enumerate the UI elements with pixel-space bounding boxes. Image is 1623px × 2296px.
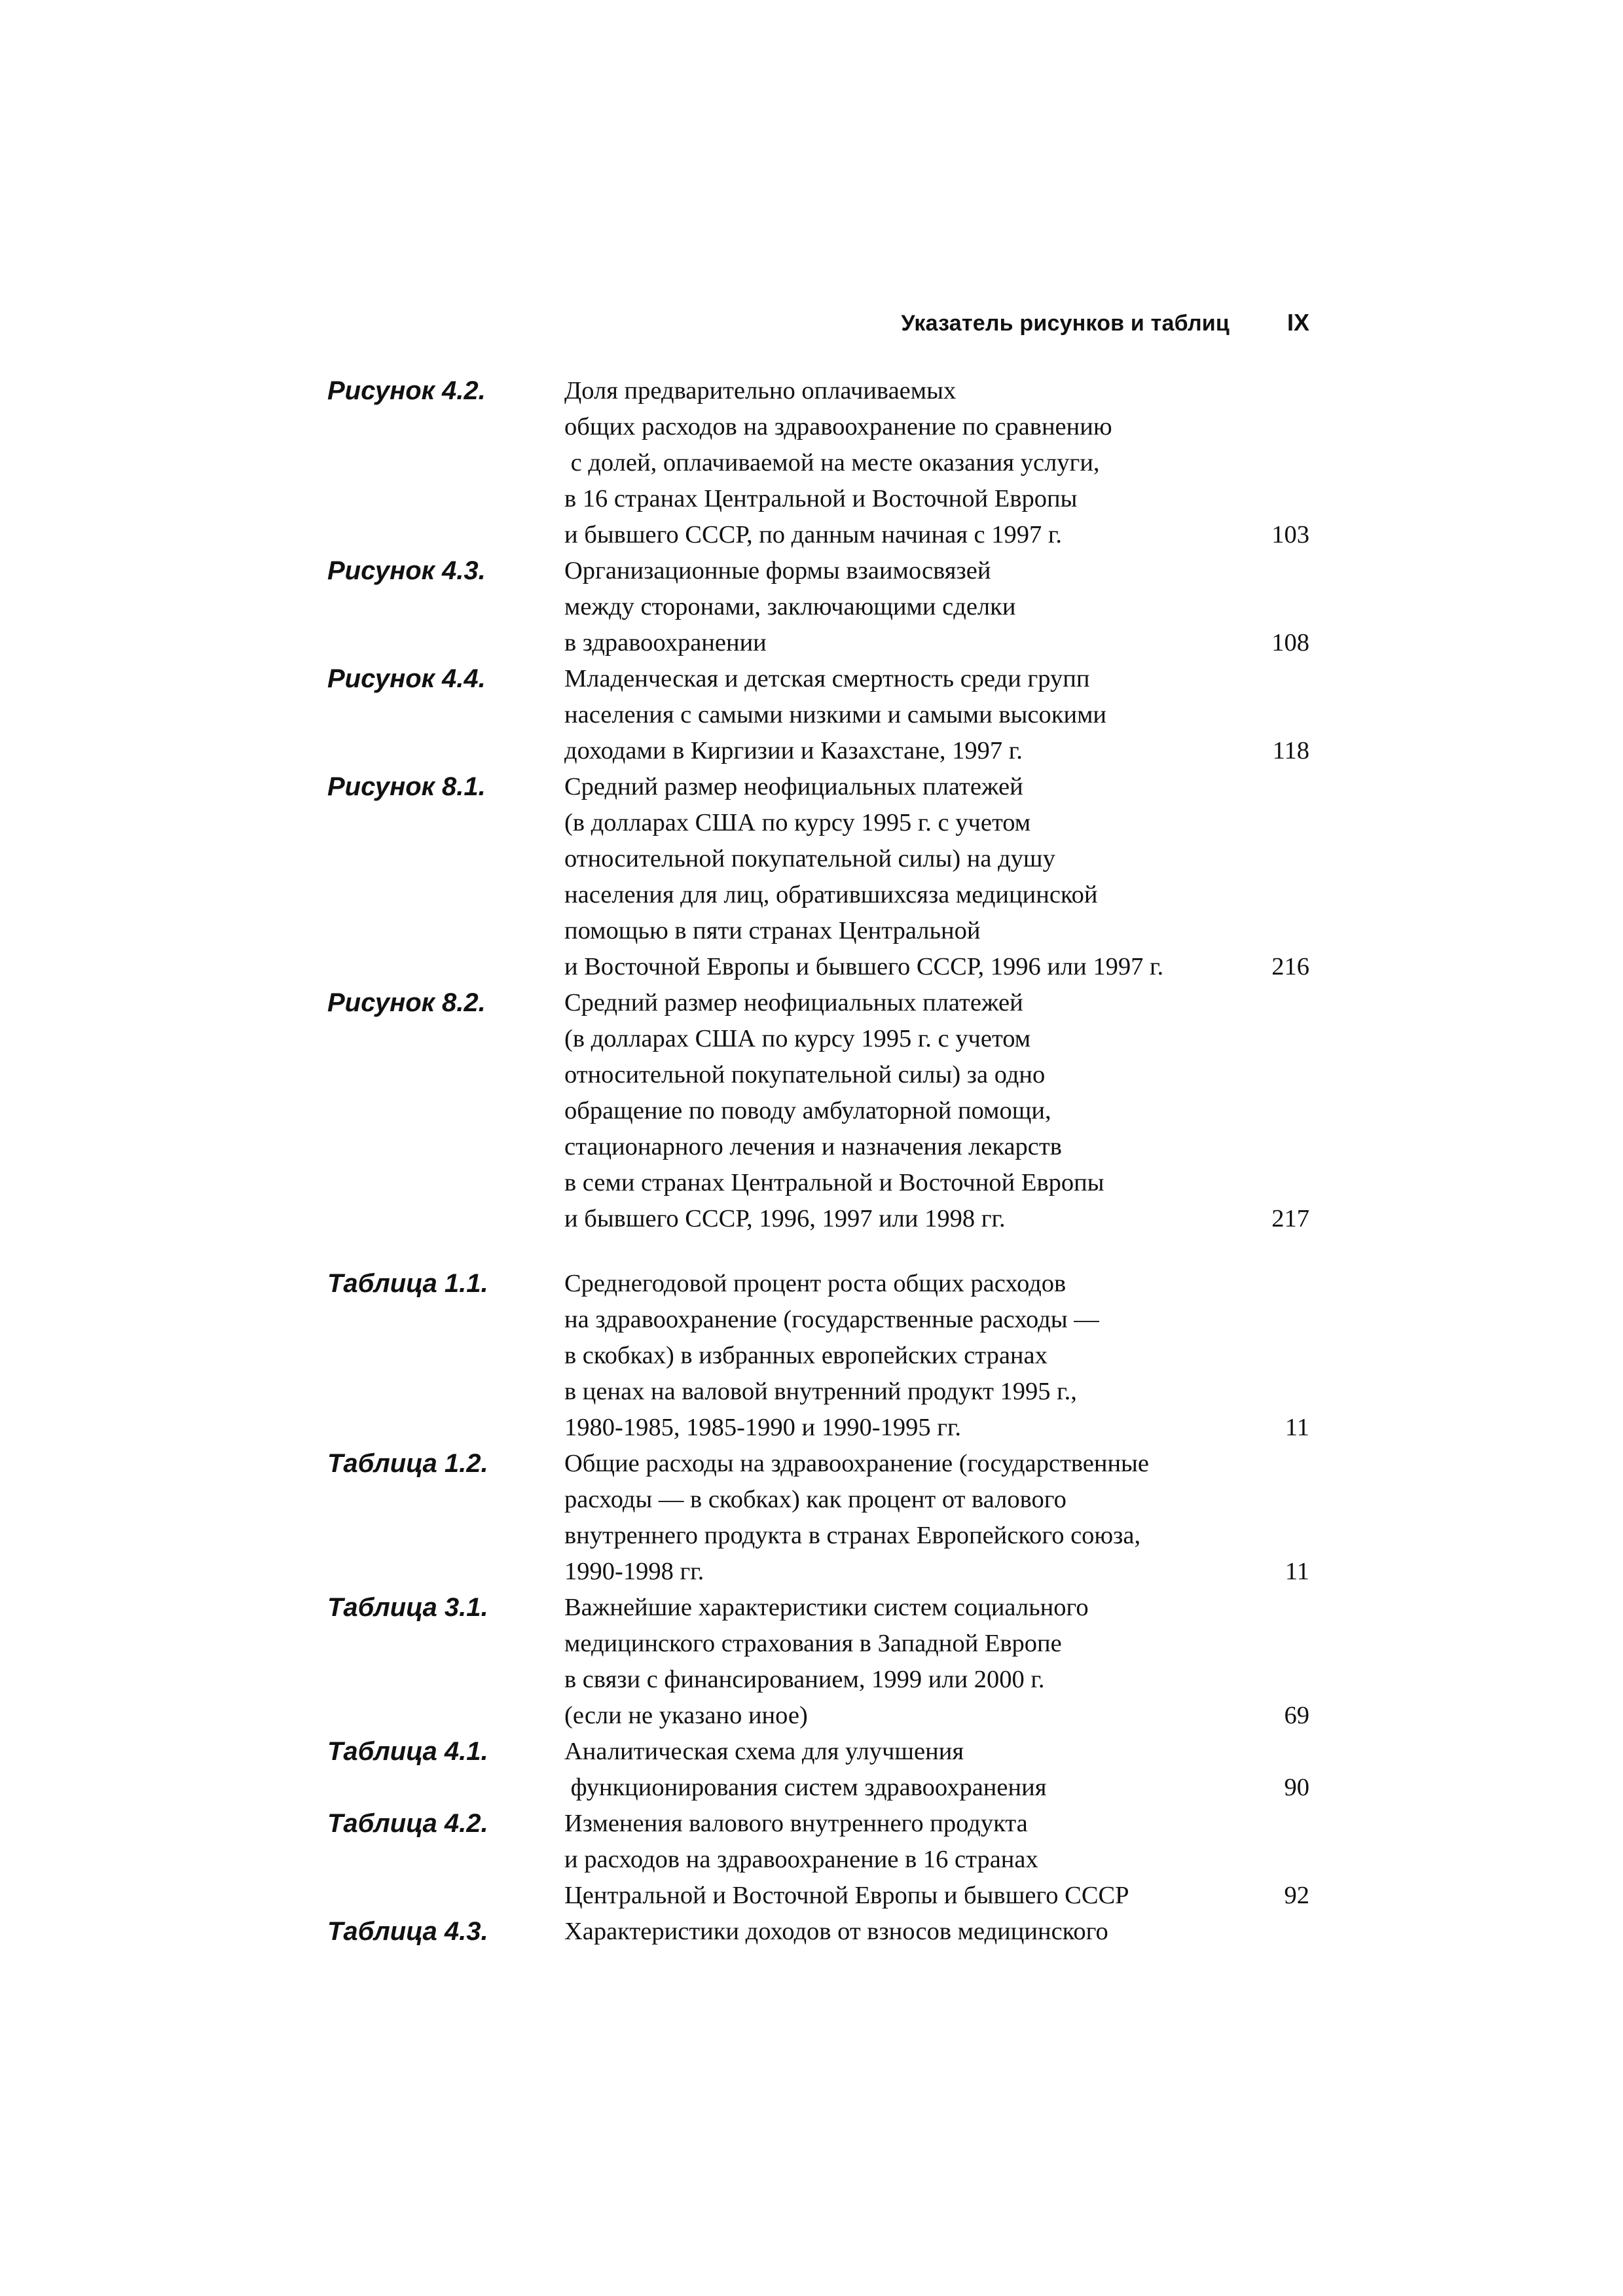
caption-text: помощью в пяти странах Центральной — [564, 917, 981, 944]
caption-text: Среднегодовой процент роста общих расходов — [564, 1270, 1067, 1297]
caption-text: между сторонами, заключающими сделки — [564, 593, 1016, 620]
running-title: Указатель рисунков и таблиц — [901, 311, 1230, 336]
entry-label: Таблица 3.1. — [327, 1593, 488, 1622]
index-entry — [327, 985, 1309, 1237]
caption-line — [564, 877, 1309, 913]
caption-text: Организационные формы взаимосвязей — [564, 557, 991, 584]
caption-text: и расходов на здравоохранение в 16 странах — [564, 1846, 1038, 1873]
caption-text: (в долларах США по курсу 1995 г. с учетом — [564, 1025, 1031, 1052]
entry-label: Рисунок 4.2. — [327, 376, 486, 405]
caption-text: 1990-1998 гг. — [564, 1558, 704, 1585]
entry-caption — [564, 1590, 1309, 1734]
index-entry — [327, 373, 1309, 553]
caption-text: доходами в Киргизии и Казахстане, 1997 г. — [564, 737, 1023, 764]
caption-text: (в долларах США по курсу 1995 г. с учетом — [564, 809, 1031, 836]
entry-page-number: 90 — [1284, 1774, 1309, 1801]
index-entry — [327, 769, 1309, 985]
entry-label: Таблица 1.2. — [327, 1449, 488, 1478]
caption-line — [564, 1129, 1309, 1165]
caption-text: Общие расходы на здравоохранение (государственные — [564, 1450, 1150, 1477]
caption-text: Доля предварительно оплачиваемых — [564, 377, 957, 404]
caption-line — [564, 1734, 1309, 1770]
entry-label: Таблица 4.3. — [327, 1917, 488, 1946]
entry-caption — [564, 1914, 1309, 1950]
caption-text: Аналитическая схема для улучшения — [564, 1738, 964, 1765]
entry-page-number: 118 — [1272, 737, 1309, 764]
list-of-figures-and-tables — [327, 373, 1309, 1950]
caption-text: Младенческая и детская смертность среди групп — [564, 665, 1090, 692]
caption-text: в семи странах Центральной и Восточной Европы — [564, 1169, 1104, 1196]
caption-text: и Восточной Европы и бывшего СССР, 1996 или 1997 г. — [564, 953, 1164, 980]
caption-text: в связи с финансированием, 1999 или 2000 г. — [564, 1666, 1045, 1693]
entry-label: Таблица 1.1. — [327, 1269, 488, 1298]
caption-line — [564, 1021, 1309, 1057]
index-entry — [327, 1590, 1309, 1734]
caption-text: населения с самыми низкими и самыми высокими — [564, 701, 1107, 728]
caption-line — [564, 589, 1309, 625]
entry-page-number: 92 — [1284, 1882, 1309, 1909]
entry-caption — [564, 373, 1309, 553]
caption-line — [564, 1518, 1309, 1554]
caption-text: в здравоохранении — [564, 629, 767, 656]
entry-caption — [564, 985, 1309, 1237]
page-number: IX — [1286, 309, 1309, 336]
caption-line — [564, 1662, 1309, 1698]
caption-line — [564, 517, 1309, 553]
index-entry — [327, 661, 1309, 769]
caption-line — [564, 445, 1309, 481]
caption-text: с долей, оплачиваемой на месте оказания услуги, — [564, 449, 1100, 476]
caption-text: в скобках) в избранных европейских странах — [564, 1342, 1048, 1369]
caption-line — [564, 481, 1309, 517]
caption-text: функционирования систем здравоохранения — [564, 1774, 1047, 1801]
entry-caption — [564, 553, 1309, 661]
entry-page-number: 11 — [1285, 1558, 1309, 1585]
running-header — [851, 309, 1309, 336]
caption-line — [564, 1842, 1309, 1878]
caption-text: расходы — в скобках) как процент от валового — [564, 1486, 1067, 1513]
caption-text: обращение по поводу амбулаторной помощи, — [564, 1097, 1051, 1124]
index-entry — [327, 1446, 1309, 1590]
index-entry — [327, 553, 1309, 661]
caption-text: Характеристики доходов от взносов медицинского — [564, 1918, 1108, 1945]
caption-text: относительной покупательной силы) за одно — [564, 1061, 1046, 1088]
entry-label: Рисунок 4.4. — [327, 664, 486, 693]
entry-page-number: 217 — [1271, 1205, 1309, 1232]
entry-caption — [564, 1734, 1309, 1806]
caption-text: 1980-1985, 1985-1990 и 1990-1995 гг. — [564, 1414, 962, 1441]
entry-label: Таблица 4.2. — [327, 1809, 488, 1838]
entry-caption — [564, 1446, 1309, 1590]
index-entry — [327, 1734, 1309, 1806]
caption-line — [564, 1201, 1309, 1237]
caption-text: на здравоохранение (государственные расходы — — [564, 1306, 1099, 1333]
caption-line — [564, 949, 1309, 985]
caption-line — [564, 409, 1309, 445]
section-gap — [327, 1237, 1309, 1266]
caption-text: общих расходов на здравоохранение по сравнению — [564, 413, 1112, 440]
entry-caption — [564, 1806, 1309, 1914]
entry-page-number: 216 — [1271, 953, 1309, 980]
caption-text: в 16 странах Центральной и Восточной Европы — [564, 485, 1078, 512]
caption-line — [564, 1806, 1309, 1842]
caption-line — [564, 1590, 1309, 1626]
caption-line — [564, 553, 1309, 589]
entry-page-number: 103 — [1271, 521, 1309, 548]
caption-text: относительной покупательной силы) на душу — [564, 845, 1055, 872]
caption-line — [564, 1057, 1309, 1093]
caption-line — [564, 661, 1309, 697]
caption-text: в ценах на валовой внутренний продукт 1995 г., — [564, 1378, 1077, 1405]
entry-caption — [564, 661, 1309, 769]
caption-line — [564, 1338, 1309, 1374]
entry-page-number: 11 — [1285, 1414, 1309, 1441]
caption-line — [564, 1770, 1309, 1806]
caption-line — [564, 1266, 1309, 1302]
caption-line — [564, 1626, 1309, 1662]
entry-label: Рисунок 8.2. — [327, 988, 486, 1017]
caption-line — [564, 733, 1309, 769]
caption-line — [564, 985, 1309, 1021]
caption-line — [564, 1554, 1309, 1590]
caption-line — [564, 1698, 1309, 1734]
caption-line — [564, 1302, 1309, 1338]
caption-text: Центральной и Восточной Европы и бывшего СССР — [564, 1882, 1129, 1909]
caption-line — [564, 1878, 1309, 1914]
caption-line — [564, 697, 1309, 733]
caption-text: медицинского страхования в Западной Европе — [564, 1630, 1062, 1657]
caption-line — [564, 913, 1309, 949]
entry-page-number: 69 — [1284, 1702, 1309, 1729]
caption-line — [564, 1410, 1309, 1446]
caption-text: стационарного лечения и назначения лекарств — [564, 1133, 1062, 1160]
caption-text: населения для лиц, обратившихсяза медицинской — [564, 881, 1098, 908]
caption-text: Средний размер неофициальных платежей — [564, 989, 1023, 1016]
caption-text: Изменения валового внутреннего продукта — [564, 1810, 1028, 1837]
caption-text: внутреннего продукта в странах Европейского союза, — [564, 1522, 1141, 1549]
caption-text: и бывшего СССР, 1996, 1997 или 1998 гг. — [564, 1205, 1006, 1232]
caption-text: Важнейшие характеристики систем социального — [564, 1594, 1089, 1621]
caption-line — [564, 805, 1309, 841]
caption-text: (если не указано иное) — [564, 1702, 808, 1729]
entry-caption — [564, 769, 1309, 985]
caption-line — [564, 1446, 1309, 1482]
caption-line — [564, 1093, 1309, 1129]
caption-line — [564, 1165, 1309, 1201]
caption-text: и бывшего СССР, по данным начиная с 1997 г. — [564, 521, 1062, 548]
caption-line — [564, 373, 1309, 409]
caption-line — [564, 769, 1309, 805]
caption-line — [564, 1482, 1309, 1518]
entry-label: Таблица 4.1. — [327, 1737, 488, 1766]
index-entry — [327, 1806, 1309, 1914]
caption-text: Средний размер неофициальных платежей — [564, 773, 1023, 800]
index-entry — [327, 1914, 1309, 1950]
index-entry — [327, 1266, 1309, 1446]
caption-line — [564, 841, 1309, 877]
caption-line — [564, 625, 1309, 661]
caption-line — [564, 1914, 1309, 1950]
entry-label: Рисунок 8.1. — [327, 772, 486, 801]
entry-caption — [564, 1266, 1309, 1446]
caption-line — [564, 1374, 1309, 1410]
entry-page-number: 108 — [1271, 629, 1309, 656]
entry-label: Рисунок 4.3. — [327, 556, 486, 585]
